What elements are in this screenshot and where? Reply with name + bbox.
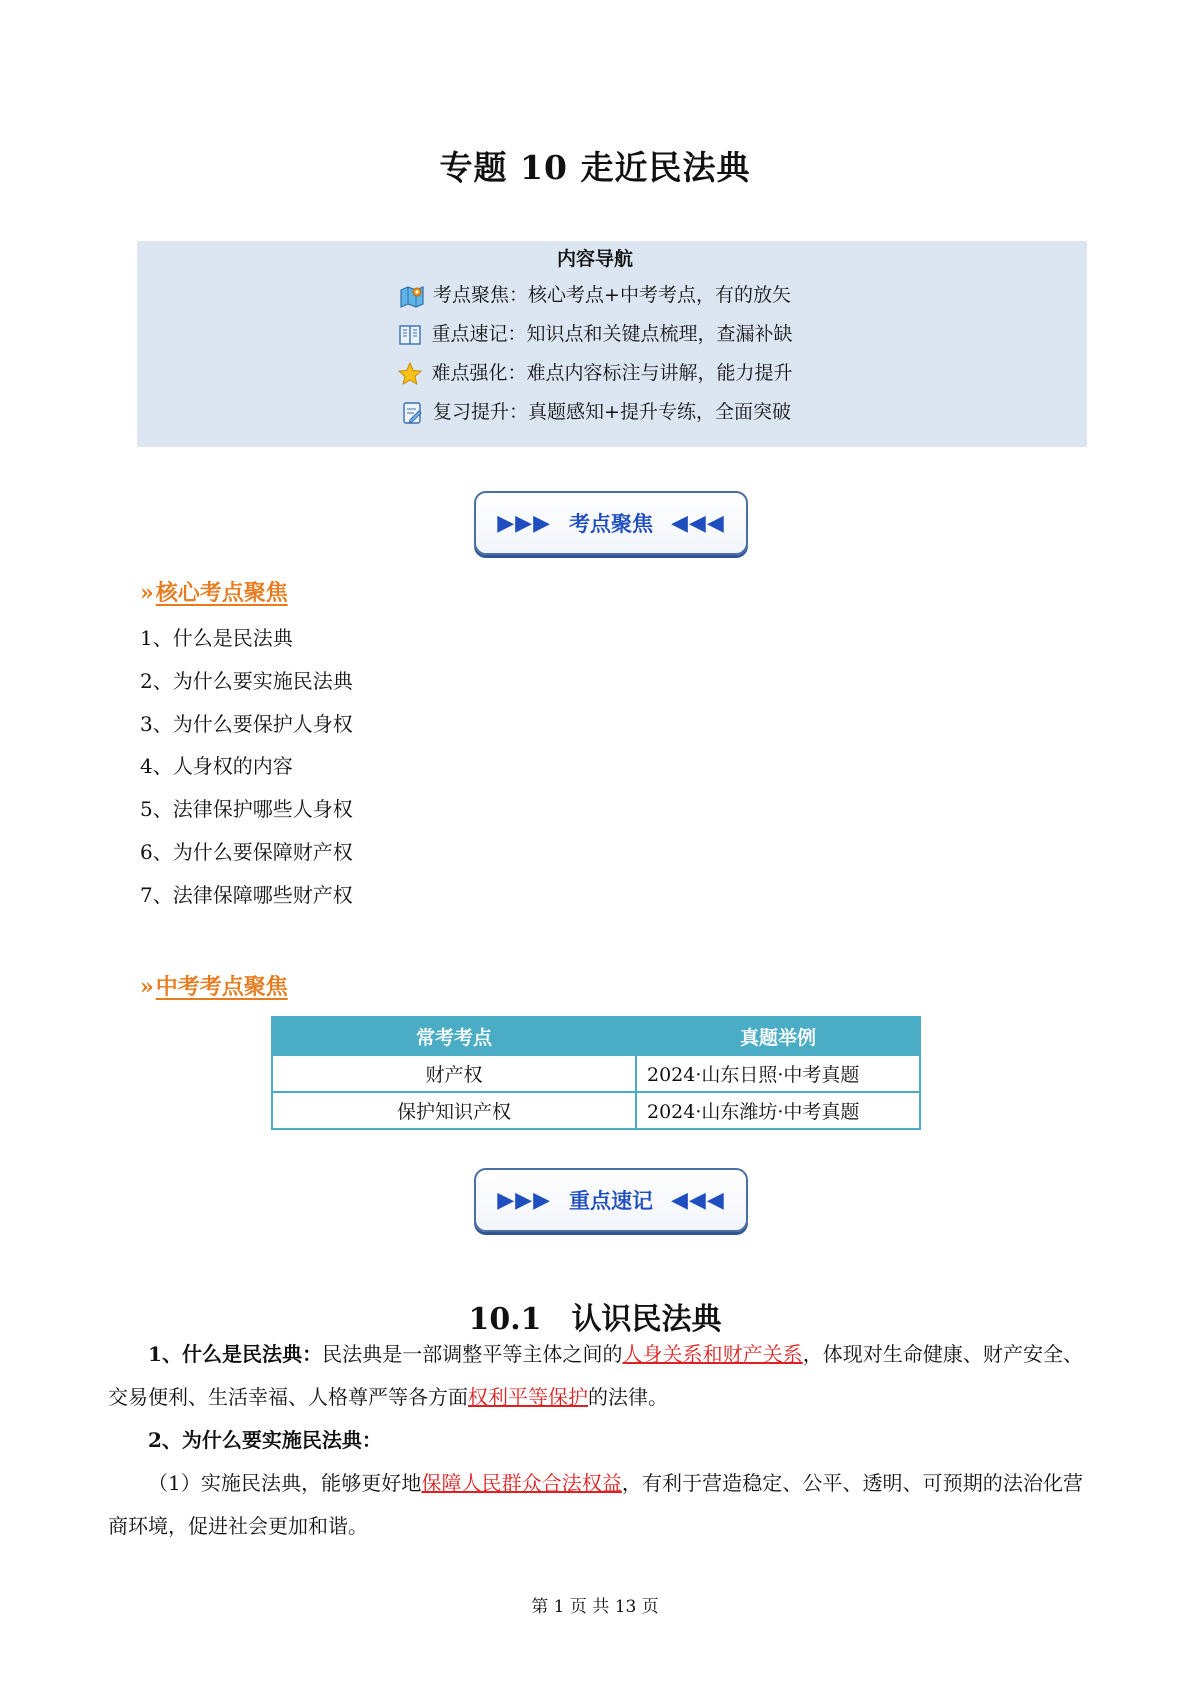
table-cell: 2024·山东潍坊·中考真题 [636,1092,920,1129]
book-icon [397,322,423,348]
chevron-icon: » [140,580,154,606]
star-icon [397,361,423,387]
list-item: 3、为什么要保护人身权 [140,712,353,736]
text-run: 民法典是一部调整平等主体之间的 [322,1342,623,1366]
paragraph-2 [108,1419,1083,1462]
nav-row-review-text: 复习提升：真题感知+提升专练，全面突破 [433,401,791,423]
highlight-text: 保障人民群众合法权益 [421,1471,622,1495]
list-item: 5、法律保护哪些人身权 [140,797,353,821]
paragraph-1-label: 1、什么是民法典： [148,1342,323,1366]
nav-row-strengthen [0,358,1190,388]
text-run: （1）实施民法典，能够更好地 [148,1471,422,1495]
table-cell: 2024·山东日照·中考真题 [636,1055,920,1092]
list-item: 7、法律保障哪些财产权 [140,883,353,907]
section-title: 10.1 认识民法典 [468,1302,722,1337]
exam-heading [140,970,288,1001]
highlight-text: 权利平等保护 [468,1385,588,1409]
focus-banner-label: 考点聚焦 [569,512,653,536]
exam-table [271,1016,921,1130]
banner-left-arrows: ▶▶▶ [497,510,551,536]
nav-row-memo-text: 重点速记：知识点和关键点梳理，查漏补缺 [431,323,793,345]
banner-right-arrows: ◀◀◀ [671,510,725,536]
banner-right-arrows: ◀◀◀ [671,1187,725,1213]
paragraph-1 [108,1333,1083,1419]
page-footer: 第 1 页 共 13 页 [531,1597,659,1617]
exam-heading-text: 中考考点聚焦 [155,974,288,1000]
map-icon [399,283,425,309]
column-header: 常考考点 [272,1017,636,1055]
text-run: 的法律。 [588,1385,668,1409]
nav-row-memo [0,319,1190,349]
paragraph-3 [108,1462,1083,1548]
focus-banner [474,491,748,555]
nav-row-focus [0,280,1190,310]
table-cell: 保护知识产权 [272,1092,636,1129]
notebook-icon [399,400,425,426]
chevron-icon: » [140,974,154,1000]
table-row [272,1092,920,1129]
text-run: ，体现对生命健康、财产安全、交易便利、生活幸福、人格尊严等各方面 [108,1342,1084,1409]
text-run: ，有利于营造稳定、公平、透明、可预期的法治化营商环境，促进社会更加和谐。 [108,1471,1084,1538]
banner-left-arrows: ▶▶▶ [497,1187,551,1213]
core-heading [140,576,288,607]
paragraph-2-label: 2、为什么要实施民法典： [148,1428,382,1452]
list-item: 4、人身权的内容 [140,754,293,778]
table-cell: 财产权 [272,1055,636,1092]
table-row [272,1055,920,1092]
nav-row-focus-text: 考点聚焦：核心考点+中考考点，有的放矢 [433,284,791,306]
page-title: 专题 10 走近民法典 [439,148,751,187]
column-header: 真题举例 [636,1017,920,1055]
memo-banner-label: 重点速记 [569,1189,653,1213]
nav-row-strengthen-text: 难点强化：难点内容标注与讲解，能力提升 [431,362,793,384]
memo-banner [474,1168,748,1232]
table-header-row [272,1017,920,1055]
list-item: 1、什么是民法典 [140,626,293,650]
core-heading-text: 核心考点聚焦 [155,580,288,606]
highlight-text: 人身关系和财产关系 [622,1342,803,1366]
content-nav-heading: 内容导航 [556,248,633,270]
list-item: 6、为什么要保障财产权 [140,840,353,864]
nav-row-review [0,397,1190,427]
list-item: 2、为什么要实施民法典 [140,669,353,693]
